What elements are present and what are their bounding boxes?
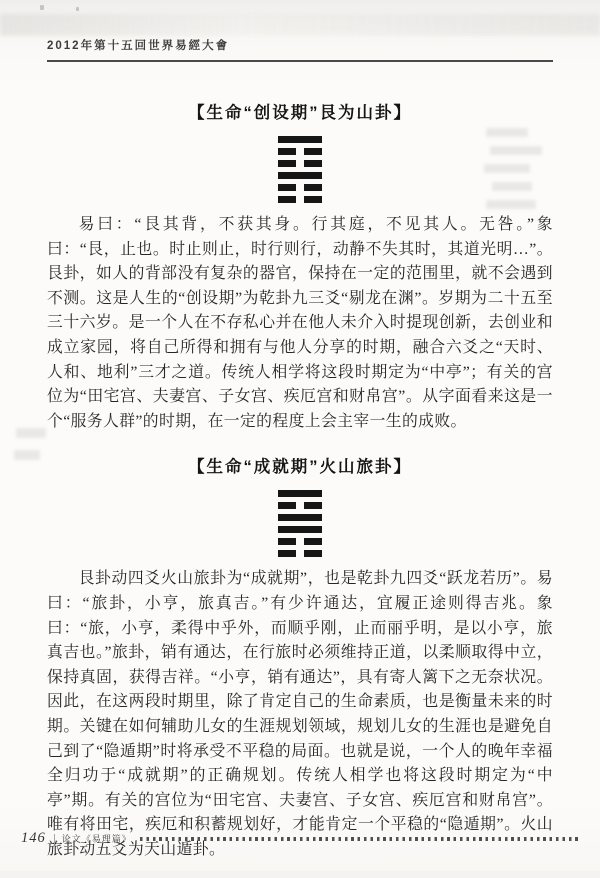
conference-header xyxy=(47,37,553,53)
hexagram-yin-line xyxy=(278,538,322,545)
hexagram-yin-line xyxy=(278,160,322,167)
bleed-through-artifact xyxy=(16,428,46,438)
hexagram-yin-line xyxy=(278,502,322,509)
hexagram-yin-line xyxy=(278,148,322,155)
hexagram-gen-mountain xyxy=(278,136,322,203)
page-content xyxy=(47,0,553,878)
section-title-creation-period: 【生命“创设期”艮为山卦】 xyxy=(188,104,412,122)
section-title-achievement-period: 【生命“成就期”火山旅卦】 xyxy=(188,458,412,477)
scan-speck xyxy=(40,5,44,10)
hexagram-yin-line xyxy=(278,550,322,557)
section-body-creation-period: 易曰：“艮其背，不获其身。行其庭，不见其人。无咎。”象曰：“艮，止也。时止则止，时行则行，动静不失其时，其道光明…”。艮卦，如人的背部没有复杂的器官，保持在一定的范围里，就不会遇到不测。这是人生的“创设期”为乾卦九三爻“剔龙在渊”。岁期为二十五至三十六岁。是一个人在不存私心并在他人未介入时提现创新，去创业和成立家园，将自己所得和拥有与他人分享的时期，融合六爻之“天时、人和、地利”三才之道。传统人相学将这段时期定为“中亭”；有关的宫位为“田宅宫、夫妻宫、子女宫、疾厄宫和财帛宫”。从字面看来这是一个“服务人群”的时期，在一定的程度上会主宰一生的成败。 xyxy=(47,216,553,430)
hexagram-yang-line xyxy=(278,514,322,521)
footer-label: 论文《易理篇》 xyxy=(61,833,132,844)
bleed-through-artifact xyxy=(14,450,40,460)
hexagram-yang-line xyxy=(278,172,322,179)
hexagram-yin-line xyxy=(278,196,322,203)
page-number: 146 xyxy=(21,829,46,846)
hexagram-yang-line xyxy=(278,136,322,143)
hexagram-yang-line xyxy=(278,526,322,533)
hexagram-fire-mountain-traveling xyxy=(278,490,322,557)
header-divider xyxy=(47,60,553,62)
hexagram-yang-line xyxy=(278,490,322,497)
footer-separator: | xyxy=(53,832,56,844)
page-footer xyxy=(21,828,579,848)
conference-title: 2012年第十五回世界易經大會 xyxy=(47,40,230,52)
footer-dotted-rule xyxy=(140,837,579,841)
section-body-achievement-period: 艮卦动四爻火山旅卦为“成就期”，也是乾卦九四爻“跃龙若历”。易曰：“旅卦，小亨，旅真吉。”有少许通达，宜履正途则得吉兆。象曰：“旅，小亨，柔得中乎外，而顺乎刚，止而丽乎明，是以小亨，旅真吉也。”旅卦，销有通达，在行旅时必须维持正道，以柔顺取得中立，保持真固，获得吉祥。“小亨，销有通达”，具有寄人篱下之无奈状况。因此，在这两段时期里，除了肯定自己的生命素质，也是衡量未来的时期。关键在如何辅助儿女的生涯规划领域，规划儿女的生涯也是避免自己到了“隐遁期”时将承受不平稳的局面。也就是说，一个人的晚年幸福全归功于“成就期”的正确规划。传统人相学也将这段时期定为“中亭”期。有关的宫位为“田宅宫、夫妻宫、子女宫、疾厄宫和财帛宫”。唯有将田宅，疾厄和积蓄规划好，才能肯定一个平稳的“隐遁期”。火山旅卦动五爻为天山遁卦。 xyxy=(47,570,553,858)
hexagram-yin-line xyxy=(278,184,322,191)
